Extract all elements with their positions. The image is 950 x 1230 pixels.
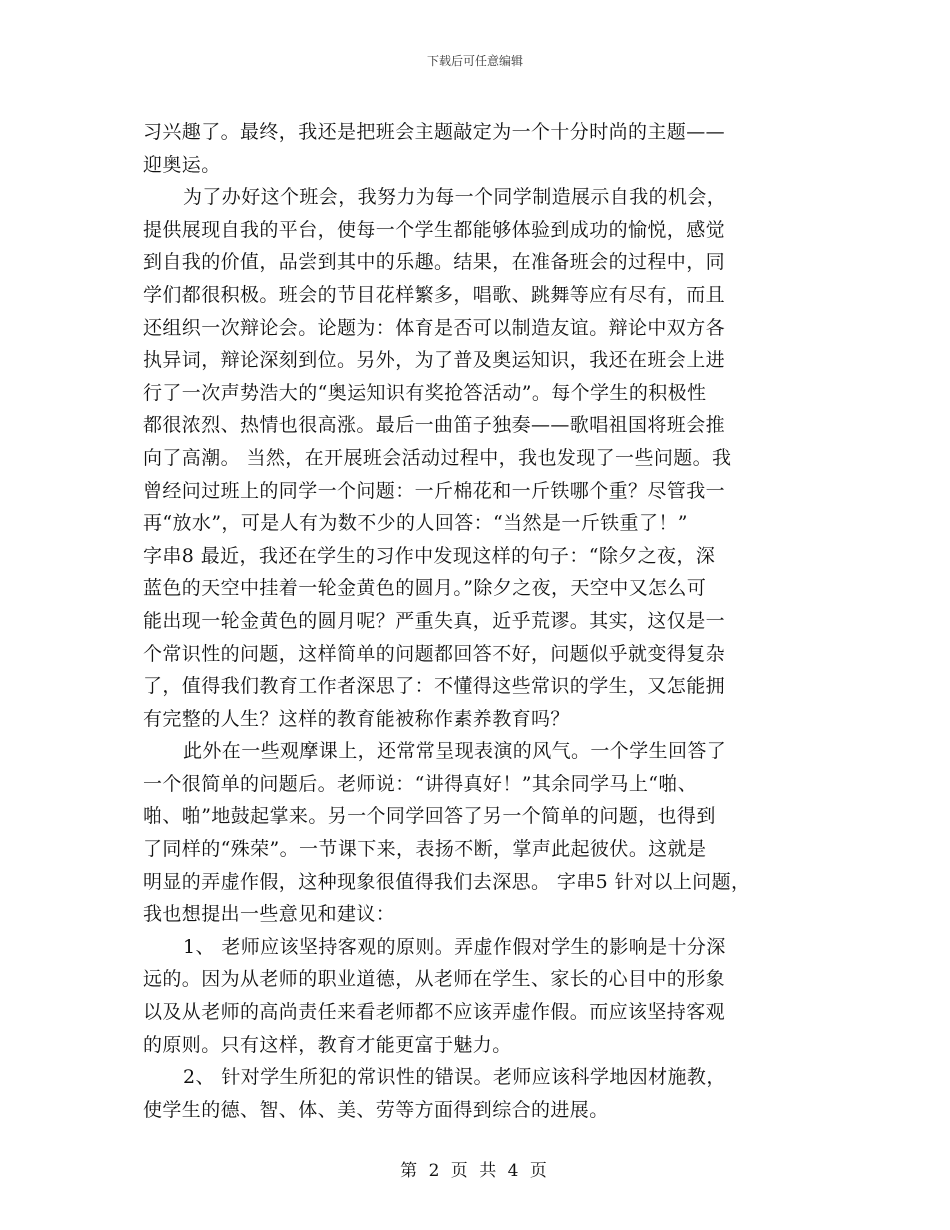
text-line: 迎奥运。	[143, 153, 221, 176]
text-line: 到自我的价值，品尝到其中的乐趣。结果，在准备班会的过程中，同	[143, 251, 726, 274]
text-line: 为了办好这个班会，我努力为每一个同学制造展示自我的机会，	[183, 186, 727, 209]
text-line: 提供展现自我的平台，使每一个学生都能够体验到成功的愉悦，感觉	[143, 218, 726, 241]
text-line: 蓝色的天空中挂着一轮金黄色的圆月。”除夕之夜，天空中又怎么可	[143, 577, 707, 600]
text-line: 学们都很积极。班会的节目花样繁多，唱歌、跳舞等应有尽有，而且	[143, 283, 726, 306]
page-header-note: 下载后可任意编辑	[426, 54, 523, 68]
text-line: 以及从老师的高尚责任来看老师都不应该弄虚作假。而应该坚持客观	[143, 1001, 726, 1024]
text-line: 曾经问过班上的同学一个问题：一斤棉花和一斤铁哪个重？尽管我一	[143, 479, 726, 502]
text-line: 再“放水”，可是人有为数不少的人回答：“当然是一斤铁重了！”	[143, 512, 688, 535]
text-line: 2、 针对学生所犯的常识性的错误。老师应该科学地因材施教，	[183, 1066, 726, 1089]
text-line: 此外在一些观摩课上，还常常呈现表演的风气。一个学生回答了	[183, 740, 727, 763]
text-line: 还组织一次辩论会。论题为：体育是否可以制造友谊。辩论中双方各	[143, 316, 726, 339]
text-line: 行了一次声势浩大的“奥运知识有奖抢答活动”。每个学生的积极性	[143, 381, 707, 404]
text-line: 习兴趣了。最终，我还是把班会主题敲定为一个十分时尚的主题——	[143, 121, 726, 143]
text-line: 了同样的“殊荣”。一节课下来，表扬不断，掌声此起彼伏。这就是	[143, 838, 707, 861]
text-line: 使学生的德、智、体、美、劳等方面得到综合的进展。	[143, 1098, 609, 1121]
text-line: 执异词，辩论深刻到位。另外，为了普及奥运知识，我还在班会上进	[143, 349, 726, 372]
document-body	[143, 116, 833, 1126]
text-line: 我也想提出一些意见和建议：	[143, 903, 396, 926]
text-line: 有完整的人生？这样的教育能被称作素养教育吗？	[143, 707, 570, 730]
text-line: 的原则。只有这样，教育才能更富于魅力。	[143, 1033, 512, 1056]
text-line: 明显的弄虚作假，这种现象很值得我们去深思。 字串5 针对以上问题，	[143, 870, 751, 893]
text-line: 个常识性的问题，这样简单的问题都回答不好，问题似乎就变得复杂	[143, 642, 726, 665]
text-line: 都很浓烈、热情也很高涨。最后一曲笛子独奏——歌唱祖国将班会推	[143, 414, 726, 437]
page-number-footer: 第 2 页 共 4 页	[400, 1161, 550, 1181]
text-line: 啪、啪”地鼓起掌来。另一个同学回答了另一个简单的问题，也得到	[143, 805, 716, 828]
text-line: 向了高潮。 当然，在开展班会活动过程中，我也发现了一些问题。我	[143, 446, 732, 469]
text-line: 了，值得我们教育工作者深思了：不懂得这些常识的学生，又怎能拥	[143, 675, 726, 698]
text-line: 能出现一轮金黄色的圆月呢？严重失真，近乎荒谬。其实，这仅是一	[143, 609, 726, 632]
text-line: 远的。因为从老师的职业道德，从老师在学生、家长的心目中的形象	[143, 968, 726, 991]
text-line: 一个很简单的问题后。老师说：“讲得真好！”其余同学马上“啪、	[143, 772, 698, 795]
text-line: 字串8 最近，我还在学生的习作中发现这样的句子：“除夕之夜，深	[143, 544, 716, 567]
text-line: 1、 老师应该坚持客观的原则。弄虚作假对学生的影响是十分深	[183, 935, 726, 958]
